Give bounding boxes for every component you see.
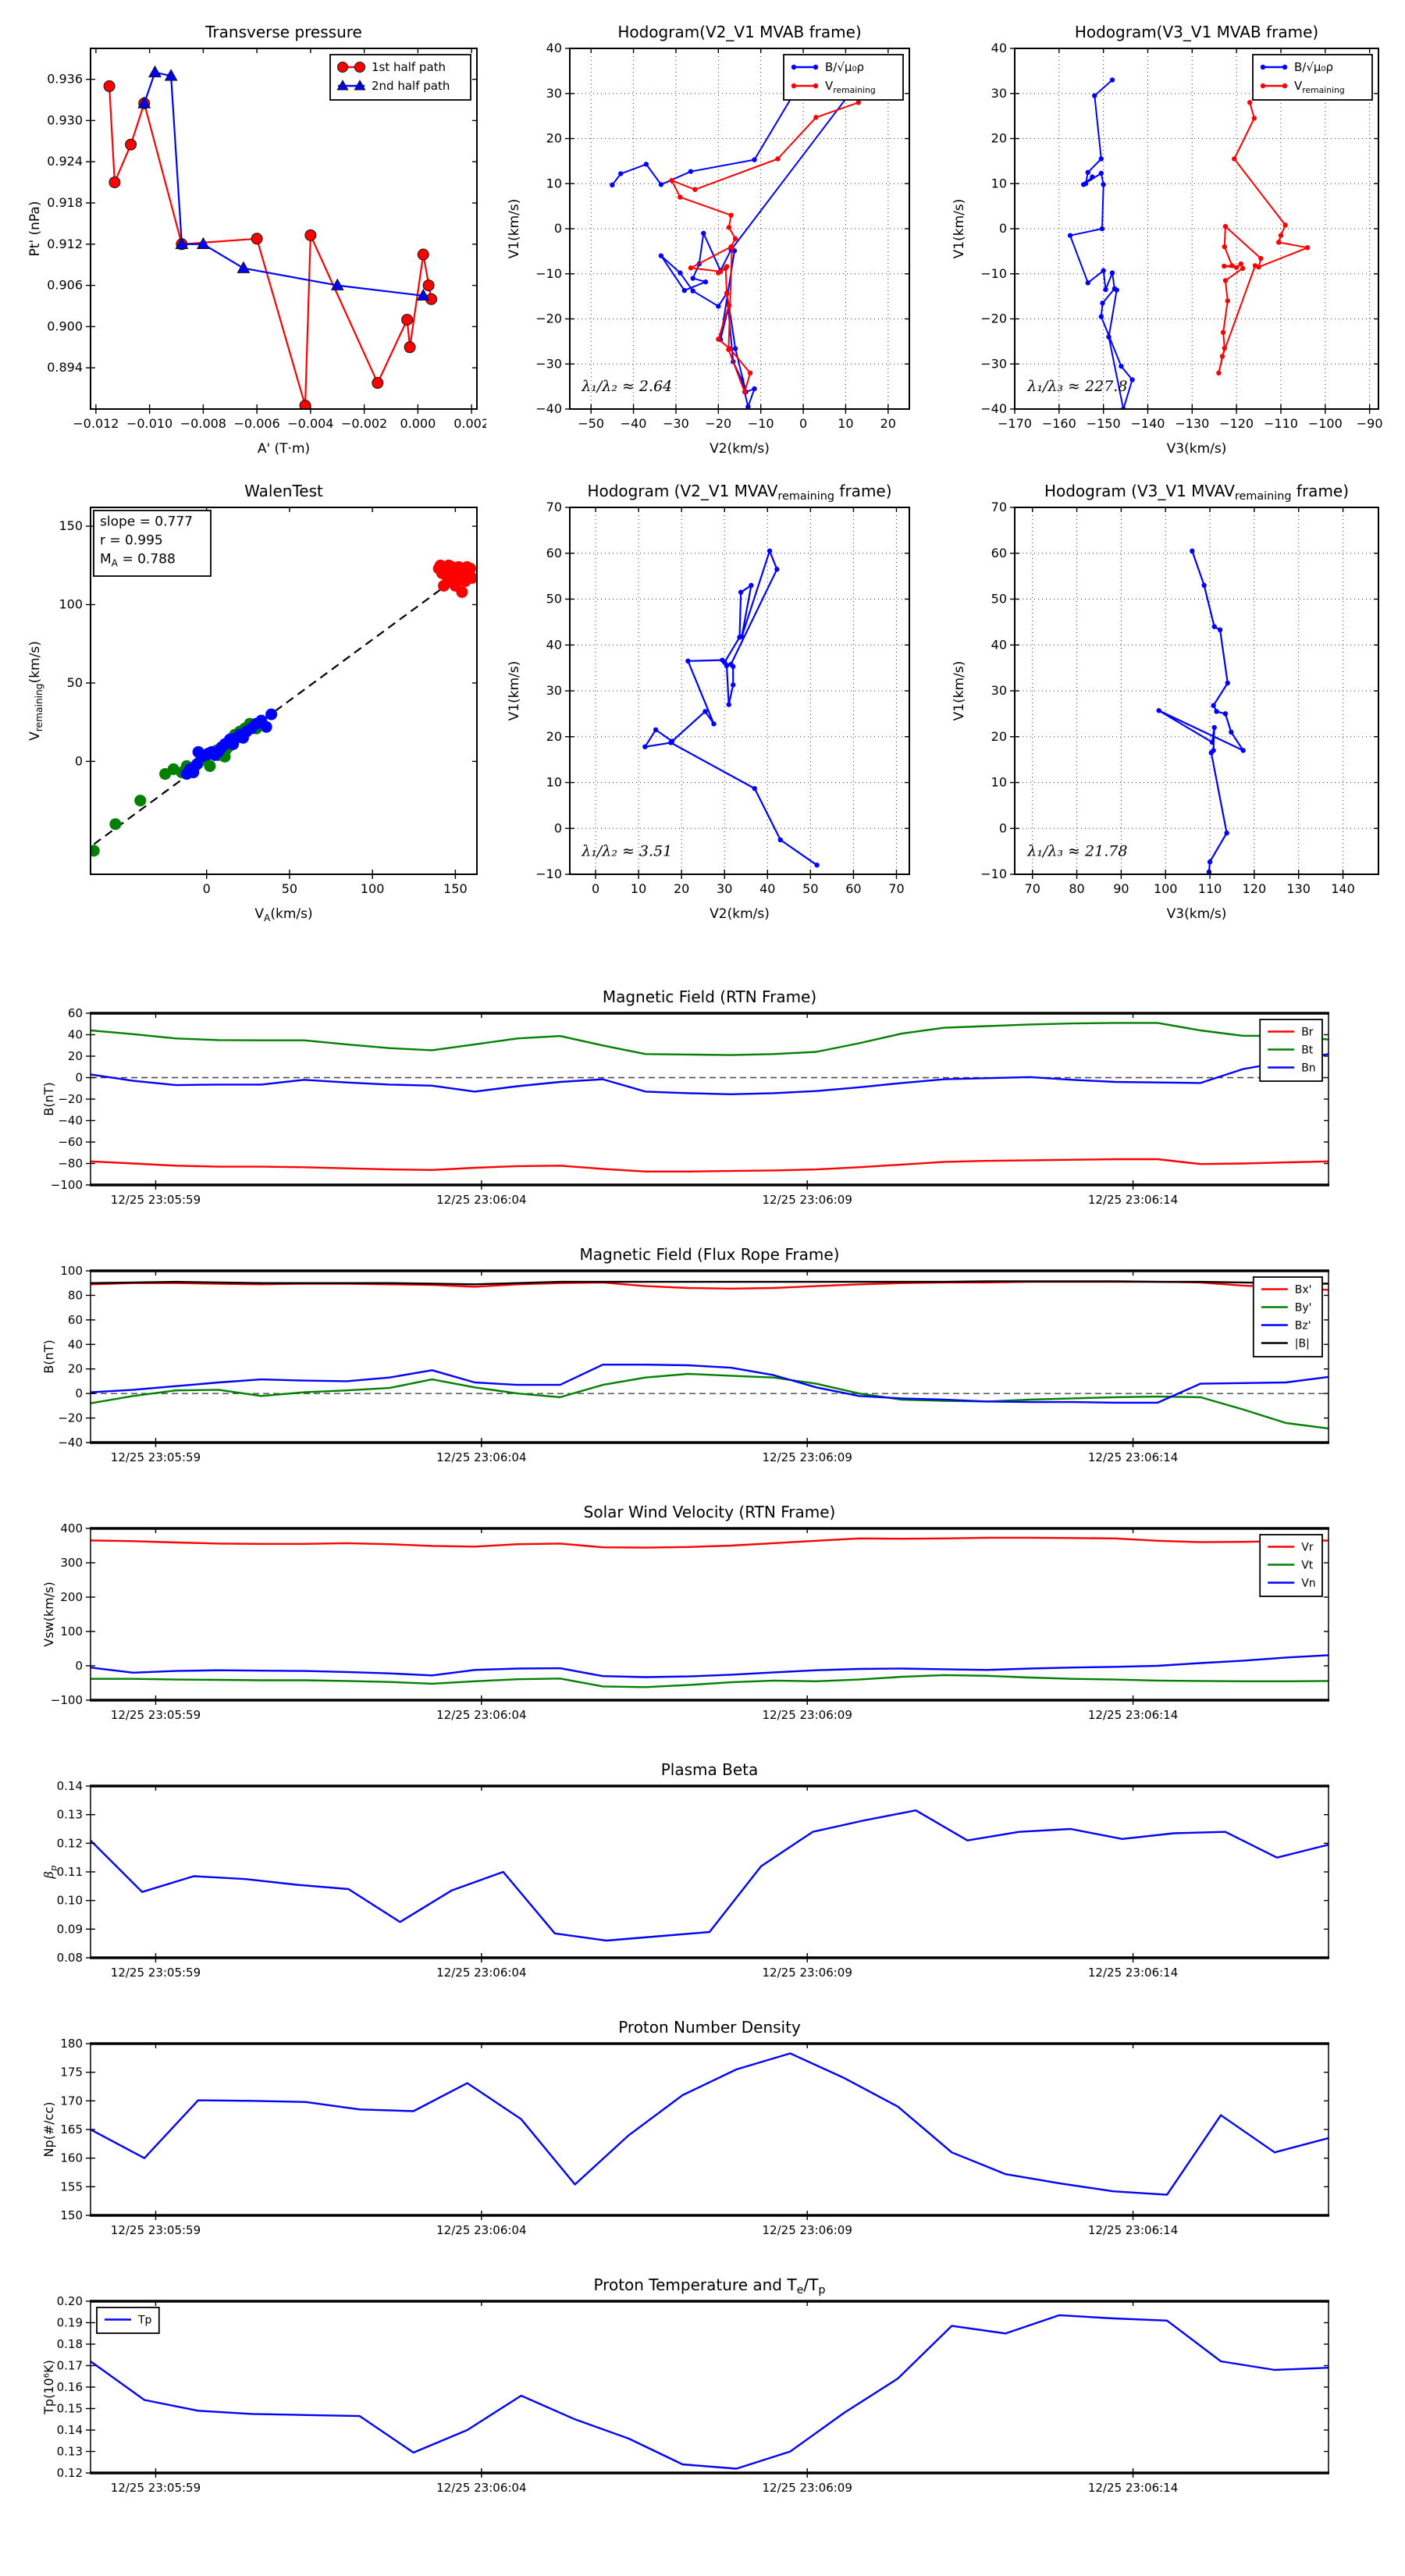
- y-tick-label: 0.08: [56, 1951, 83, 1965]
- y-tick-label: −60: [58, 1135, 83, 1149]
- y-tick-label: 0.14: [56, 2423, 83, 2437]
- x-tick-label: −130: [1175, 416, 1210, 431]
- proton-temperature-ylabel: Tp(10⁶K): [41, 2360, 56, 2414]
- x-tick-label: 12/25 23:06:14: [1087, 1966, 1179, 1980]
- y-tick-label: 0.20: [56, 2294, 83, 2308]
- x-tick-label: 10: [838, 416, 854, 431]
- plasma-beta-series: [91, 1810, 1329, 1941]
- legend-label: |B|: [1294, 1337, 1310, 1350]
- x-tick-label: 40: [759, 881, 776, 896]
- x-tick-label: 12/25 23:06:14: [1087, 2481, 1179, 2495]
- stats-line: r = 0.995: [100, 532, 163, 549]
- y-tick-label: 70: [991, 500, 1007, 514]
- y-tick-label: 155: [60, 2179, 83, 2194]
- solar-wind-velocity-svg: [39, 1500, 1375, 1741]
- proton-number-density-svg: [39, 2016, 1375, 2256]
- x-tick-label: −0.008: [180, 416, 226, 431]
- y-tick-label: 0.13: [56, 2444, 83, 2459]
- y-tick-label: 60: [67, 1006, 83, 1020]
- x-tick-label: −0.012: [73, 416, 119, 431]
- y-tick-label: −10: [980, 866, 1007, 881]
- hodogram-v2v1-mvab-title: Hodogram(V2_V1 MVAB frame): [617, 23, 862, 41]
- walen-test-ylabel: $V_{remaining}(km/s)$: [27, 641, 44, 741]
- magnetic-field-rtn-svg: [39, 985, 1375, 1226]
- legend-label: Bz': [1294, 1319, 1311, 1332]
- y-tick-label: 20: [67, 1361, 83, 1376]
- y-tick-label: 100: [60, 1624, 83, 1638]
- series-Tp: [91, 2315, 1329, 2469]
- y-tick-label: 0.13: [56, 1807, 83, 1822]
- x-tick-label: 0.000: [400, 416, 436, 431]
- magnetic-field-rtn-title: Magnetic Field (RTN Frame): [602, 987, 817, 1006]
- y-tick-label: −20: [58, 1092, 83, 1106]
- x-tick-label: 150: [443, 881, 468, 896]
- legend-label: Bn: [1301, 1062, 1316, 1075]
- legend-label: Bt: [1301, 1044, 1314, 1057]
- series-Vr: [91, 1538, 1329, 1548]
- hodogram-v3v1-mvab-title: Hodogram(V3_V1 MVAB frame): [1074, 23, 1319, 41]
- y-tick-label: −30: [980, 356, 1007, 372]
- x-tick-label: 0.002: [454, 416, 486, 431]
- transverse-pressure-legend: [330, 55, 471, 100]
- hodogram-v3v1-mvav-lambda-annotation: λ₁/λ₃ ≈ 21.78: [1027, 842, 1128, 860]
- plot-walen-test: [22, 468, 486, 927]
- markers-V remaining: [669, 100, 861, 394]
- y-tick-label: −40: [58, 1436, 83, 1450]
- hodogram-v3v1-mvab-legend: [1253, 55, 1372, 100]
- hodogram-v3v1-mvav-series: [1156, 549, 1245, 875]
- hodogram-v2v1-mvav-lambda-annotation: λ₁/λ₂ ≈ 3.51: [582, 842, 673, 860]
- y-tick-label: 300: [60, 1556, 83, 1570]
- x-tick-label: 12/25 23:06:09: [762, 1193, 852, 1207]
- legend-label: Vt: [1301, 1559, 1314, 1572]
- fit-line: [94, 565, 474, 844]
- legend-label: Tp: [138, 2314, 152, 2327]
- x-tick-label: −0.010: [126, 416, 173, 431]
- hodogram-v3v1-mvab-series: [1068, 77, 1310, 411]
- y-tick-label: 400: [60, 1521, 83, 1535]
- x-tick-label: 30: [717, 881, 733, 896]
- y-tick-label: 10: [546, 176, 562, 191]
- x-tick-label: 120: [1242, 881, 1267, 896]
- hodogram-v2v1-mvav-title: Hodogram (V2_V1 $MVAV_{remaining}$ frame): [587, 482, 892, 503]
- transverse-pressure-title: Transverse pressure: [205, 23, 362, 41]
- proton-temperature-series: [91, 2315, 1329, 2469]
- y-tick-label: 50: [546, 591, 562, 607]
- markers-2nd half path: [138, 66, 429, 301]
- y-tick-label: 0.17: [56, 2358, 83, 2373]
- transverse-pressure-ylabel: Pt' (nPa): [27, 201, 43, 257]
- hodogram-v2v1-mvav-xlabel: V2(km/s): [710, 906, 770, 922]
- x-tick-label: −0.002: [341, 416, 388, 431]
- x-tick-label: 70: [1024, 881, 1040, 896]
- y-tick-label: 30: [546, 85, 562, 101]
- proton-number-density-ylabel: Np(#/cc): [41, 2101, 56, 2158]
- plasma-beta-title: Plasma Beta: [660, 1760, 759, 1779]
- x-tick-label: −150: [1086, 416, 1121, 431]
- y-tick-label: 40: [67, 1337, 83, 1352]
- y-tick-label: −100: [50, 1178, 83, 1192]
- x-tick-label: 12/25 23:06:14: [1087, 1193, 1179, 1207]
- solar-wind-velocity-legend: [1260, 1535, 1322, 1596]
- y-tick-label: −40: [58, 1113, 83, 1128]
- solar-wind-velocity-title: Solar Wind Velocity (RTN Frame): [583, 1503, 836, 1521]
- hodogram-v3v1-mvav-xlabel: V3(km/s): [1166, 906, 1227, 922]
- y-tick-label: 50: [66, 674, 83, 690]
- stats-line: $M_A = 0.788$: [100, 551, 176, 569]
- x-tick-label: −10: [747, 416, 774, 431]
- x-tick-label: −110: [1263, 416, 1298, 431]
- y-tick-label: 150: [60, 2208, 83, 2222]
- series-2nd half path: [144, 73, 424, 296]
- x-tick-label: 0: [202, 881, 211, 896]
- x-tick-label: 140: [1331, 881, 1355, 896]
- hodogram-v2v1-mvab-svg: [501, 9, 919, 462]
- y-tick-label: 40: [67, 1027, 83, 1042]
- legend-label: Br: [1301, 1026, 1314, 1039]
- y-tick-label: 20: [67, 1049, 83, 1063]
- legend-label: B/√μ₀ρ: [1294, 60, 1333, 74]
- hodogram-v2v1-mvab-legend: [784, 55, 903, 100]
- x-tick-label: 12/25 23:06:04: [436, 2223, 527, 2237]
- magnetic-field-rtn-legend: [1260, 1019, 1322, 1081]
- x-tick-label: 12/25 23:05:59: [110, 1708, 201, 1722]
- hodogram-v2v1-mvab-lambda-annotation: λ₁/λ₂ ≈ 2.64: [582, 377, 673, 395]
- markers-scatter-blue: [181, 709, 277, 780]
- x-tick-label: 12/25 23:06:14: [1087, 1708, 1179, 1722]
- y-tick-label: 0.930: [47, 112, 83, 128]
- markers-B/sqrt(mu0 rho): [1068, 77, 1135, 411]
- x-tick-label: 90: [1113, 881, 1129, 896]
- y-tick-label: 0: [998, 221, 1007, 236]
- y-tick-label: 160: [60, 2151, 83, 2165]
- solar-wind-velocity-series: [91, 1538, 1329, 1687]
- x-tick-label: −50: [578, 416, 605, 431]
- y-tick-label: 0.12: [56, 2466, 83, 2480]
- legend-label: By': [1294, 1301, 1312, 1315]
- y-tick-label: 0: [75, 1386, 83, 1401]
- hodogram-v2v1-mvav-ylabel: V1(km/s): [507, 660, 522, 721]
- plot-transverse-pressure: [22, 9, 486, 462]
- x-tick-label: 20: [673, 881, 690, 896]
- y-tick-label: 170: [60, 2094, 83, 2108]
- proton-temperature-svg: [39, 2273, 1375, 2531]
- x-tick-label: 80: [1069, 881, 1085, 896]
- y-tick-label: 0.924: [47, 154, 83, 169]
- series-V remaining: [672, 102, 859, 392]
- y-tick-label: 150: [59, 518, 83, 534]
- x-tick-label: 12/25 23:06:09: [762, 2223, 852, 2237]
- walen-test-xlabel: $V_A(km/s)$: [254, 906, 313, 923]
- y-tick-label: 200: [60, 1590, 83, 1604]
- x-tick-label: 12/25 23:05:59: [110, 2481, 201, 2495]
- y-tick-label: 0.12: [56, 1836, 83, 1851]
- y-tick-label: 60: [546, 545, 562, 560]
- x-tick-label: 20: [880, 416, 896, 431]
- transverse-pressure-xlabel: A' (T·m): [257, 441, 311, 457]
- y-tick-label: 30: [546, 683, 562, 698]
- x-tick-label: −140: [1130, 416, 1165, 431]
- y-tick-label: 180: [60, 2037, 83, 2051]
- hodogram-v3v1-mvab-svg: [946, 9, 1388, 462]
- y-tick-label: 0: [553, 820, 562, 836]
- y-tick-label: −10: [980, 265, 1007, 281]
- y-tick-label: 20: [546, 130, 562, 146]
- series-B/sqrt(mu0 rho): [612, 82, 858, 407]
- markers-V remaining: [642, 549, 820, 868]
- x-tick-label: 12/25 23:05:59: [110, 1966, 201, 1980]
- legend-label: B/√μ₀ρ: [825, 60, 864, 74]
- legend-label: 1st half path: [372, 60, 446, 74]
- plot-plasma-beta: [39, 1758, 1375, 1998]
- series-1st half path: [109, 86, 431, 405]
- transverse-pressure-series: [104, 66, 437, 411]
- legend-label: $V_{remaining}$: [1294, 79, 1345, 95]
- hodogram-v3v1-mvab-ylabel: V1(km/s): [951, 198, 967, 259]
- plot-hodogram-v2v1-mvab: [501, 9, 919, 462]
- y-tick-label: 10: [546, 774, 562, 790]
- x-tick-label: −0.004: [287, 416, 334, 431]
- walen-test-series: [88, 560, 478, 857]
- y-tick-label: 70: [546, 500, 562, 514]
- series-V remaining: [645, 551, 816, 866]
- y-tick-label: 0.14: [56, 1779, 83, 1793]
- x-tick-label: 12/25 23:05:59: [110, 1193, 201, 1207]
- transverse-pressure-svg: [22, 9, 486, 462]
- hodogram-v3v1-mvab-xlabel: V3(km/s): [1166, 441, 1227, 457]
- y-tick-label: 0.900: [47, 318, 83, 334]
- hodogram-v3v1-mvab-lambda-annotation: λ₁/λ₃ ≈ 227.8: [1027, 377, 1128, 395]
- x-tick-label: −160: [1041, 416, 1076, 431]
- y-tick-label: 30: [991, 85, 1007, 101]
- x-tick-label: 100: [1153, 881, 1178, 896]
- y-tick-label: 0.15: [56, 2401, 83, 2416]
- hodogram-v3v1-mvav-title: Hodogram (V3_V1 $MVAV_{remaining}$ frame): [1044, 482, 1350, 503]
- x-tick-label: 12/25 23:06:09: [762, 1966, 852, 1980]
- legend-label: $V_{remaining}$: [825, 79, 876, 95]
- legend-label: 2nd half path: [372, 79, 450, 93]
- y-tick-label: −40: [535, 401, 562, 416]
- markers-scatter-red: [433, 560, 478, 598]
- x-tick-label: 100: [360, 881, 385, 896]
- x-tick-label: −100: [1307, 416, 1343, 431]
- x-tick-label: 12/25 23:05:59: [110, 2223, 201, 2237]
- x-tick-label: −40: [620, 416, 647, 431]
- y-tick-label: 10: [991, 176, 1007, 191]
- walen-test-svg: [22, 468, 486, 927]
- y-tick-label: −20: [980, 311, 1007, 326]
- proton-number-density-series: [91, 2054, 1329, 2195]
- y-tick-label: −40: [980, 401, 1007, 416]
- markers-V remaining: [1156, 549, 1245, 875]
- walen-test-title: WalenTest: [244, 482, 323, 500]
- x-tick-label: 12/25 23:06:04: [436, 1966, 527, 1980]
- y-tick-label: 0.11: [56, 1865, 83, 1879]
- x-tick-label: 130: [1286, 881, 1311, 896]
- y-tick-label: 0: [75, 1659, 83, 1673]
- x-tick-label: 12/25 23:06:04: [436, 1708, 527, 1722]
- y-tick-label: 0.906: [47, 277, 83, 293]
- y-tick-label: 100: [60, 1264, 83, 1278]
- y-tick-label: 0.09: [56, 1922, 83, 1937]
- x-tick-label: 12/25 23:06:09: [762, 2481, 852, 2495]
- y-tick-label: 10: [991, 774, 1007, 790]
- x-tick-label: −20: [705, 416, 732, 431]
- magnetic-field-flux-rope-ylabel: B(nT): [41, 1340, 56, 1374]
- series-|B|: [91, 1281, 1329, 1284]
- y-tick-label: 0.912: [47, 236, 83, 251]
- x-tick-label: 110: [1197, 881, 1222, 896]
- y-tick-label: −30: [535, 356, 562, 372]
- x-tick-label: 50: [802, 881, 819, 896]
- y-tick-label: 60: [67, 1312, 83, 1327]
- x-tick-label: 50: [281, 881, 298, 896]
- magnetic-field-flux-rope-title: Magnetic Field (Flux Rope Frame): [579, 1245, 840, 1264]
- x-tick-label: 12/25 23:06:09: [762, 1450, 852, 1464]
- proton-temperature-legend: [97, 2307, 159, 2333]
- y-tick-label: 0: [998, 820, 1007, 836]
- plot-magnetic-field-rtn: [39, 985, 1375, 1226]
- y-tick-label: −10: [535, 265, 562, 281]
- proton-temperature-title: Proton Temperature and $T_e/T_p$: [593, 2275, 826, 2297]
- series-Vt: [91, 1675, 1329, 1687]
- stats-line: slope = 0.777: [100, 514, 193, 530]
- x-tick-label: 12/25 23:06:14: [1087, 1450, 1179, 1464]
- y-tick-label: −20: [58, 1411, 83, 1425]
- plot-proton-temperature: [39, 2273, 1375, 2531]
- series-Bt: [91, 1023, 1329, 1055]
- x-tick-label: 12/25 23:06:04: [436, 2481, 527, 2495]
- hodogram-v3v1-mvav-ylabel: V1(km/s): [951, 660, 967, 721]
- plot-magnetic-field-flux-rope: [39, 1243, 1375, 1483]
- x-tick-label: 12/25 23:06:14: [1087, 2223, 1179, 2237]
- series-By': [91, 1374, 1329, 1429]
- y-tick-label: 50: [991, 591, 1007, 607]
- x-tick-label: 60: [845, 881, 862, 896]
- magnetic-field-rtn-ylabel: B(nT): [41, 1082, 56, 1116]
- y-tick-label: −10: [535, 866, 562, 881]
- legend-label: Vn: [1301, 1577, 1316, 1590]
- solar-wind-velocity-ylabel: Vsw(km/s): [41, 1582, 56, 1647]
- series-Br: [91, 1159, 1329, 1172]
- hodogram-v2v1-mvav-series: [642, 549, 820, 868]
- x-tick-label: 12/25 23:06:04: [436, 1450, 527, 1464]
- x-tick-label: −170: [998, 416, 1032, 431]
- y-tick-label: 40: [991, 637, 1007, 653]
- y-tick-label: −20: [535, 311, 562, 326]
- x-tick-label: 10: [630, 881, 647, 896]
- y-tick-label: −100: [50, 1693, 83, 1707]
- hodogram-v2v1-mvav-svg: [501, 468, 919, 927]
- magnetic-field-rtn-series: [91, 1023, 1329, 1171]
- plot-hodogram-v3v1-mvab: [946, 9, 1388, 462]
- y-tick-label: 0.19: [56, 2315, 83, 2330]
- y-tick-label: −80: [58, 1156, 83, 1171]
- y-tick-label: 40: [991, 41, 1007, 55]
- x-tick-label: −120: [1219, 416, 1254, 431]
- x-tick-label: 0: [591, 881, 600, 896]
- y-tick-label: 60: [991, 545, 1007, 560]
- series-beta_p: [91, 1810, 1329, 1941]
- y-tick-label: 0.16: [56, 2380, 83, 2394]
- magnetic-field-flux-rope-svg: [39, 1243, 1375, 1483]
- x-tick-label: 70: [888, 881, 905, 896]
- y-tick-label: 0.894: [47, 360, 83, 375]
- magnetic-field-flux-rope-legend: [1254, 1277, 1322, 1357]
- y-tick-label: 0.936: [47, 71, 83, 87]
- plot-hodogram-v3v1-mvav: [946, 468, 1388, 927]
- y-tick-label: 0: [553, 221, 562, 236]
- legend-label: Bx': [1294, 1283, 1312, 1297]
- hodogram-v3v1-mvav-svg: [946, 468, 1388, 927]
- plot-proton-number-density: [39, 2016, 1375, 2256]
- y-tick-label: 30: [991, 683, 1007, 698]
- x-tick-label: 12/25 23:06:04: [436, 1193, 527, 1207]
- series-Bn: [91, 1054, 1329, 1094]
- y-tick-label: 20: [991, 728, 1007, 744]
- hodogram-v2v1-mvab-ylabel: V1(km/s): [507, 198, 522, 259]
- series-B/sqrt(mu0 rho): [1070, 80, 1133, 409]
- series-Vn: [91, 1655, 1329, 1677]
- y-tick-label: 20: [546, 728, 562, 744]
- x-tick-label: 12/25 23:05:59: [110, 1450, 201, 1464]
- x-tick-label: −0.006: [233, 416, 280, 431]
- plasma-beta-svg: [39, 1758, 1375, 1998]
- y-tick-label: 0: [74, 753, 83, 769]
- hodogram-v2v1-mvab-series: [610, 80, 861, 409]
- y-tick-label: 100: [59, 596, 83, 612]
- proton-number-density-title: Proton Number Density: [618, 2018, 801, 2037]
- y-tick-label: 40: [546, 41, 562, 55]
- y-tick-label: 80: [67, 1288, 83, 1303]
- plasma-beta-ylabel: $\beta_p$: [41, 1865, 59, 1879]
- y-tick-label: 165: [60, 2122, 83, 2137]
- plot-hodogram-v2v1-mvav: [501, 468, 919, 927]
- hodogram-v2v1-mvab-xlabel: V2(km/s): [710, 441, 770, 457]
- y-tick-label: 20: [991, 130, 1007, 146]
- y-tick-label: 175: [60, 2065, 83, 2080]
- x-tick-label: −90: [1356, 416, 1383, 431]
- x-tick-label: 0: [799, 416, 808, 431]
- legend-label: Vr: [1301, 1541, 1314, 1554]
- y-tick-label: 0: [75, 1070, 83, 1085]
- plot-solar-wind-velocity: [39, 1500, 1375, 1741]
- y-tick-label: 40: [546, 637, 562, 653]
- magnetic-field-flux-rope-series: [91, 1281, 1329, 1429]
- x-tick-label: 12/25 23:06:09: [762, 1708, 852, 1722]
- series-Np: [91, 2054, 1329, 2195]
- y-tick-label: 0.10: [56, 1893, 83, 1908]
- x-tick-label: −30: [663, 416, 689, 431]
- y-tick-label: 0.18: [56, 2337, 83, 2351]
- series-V remaining: [1218, 102, 1307, 373]
- y-tick-label: 0.918: [47, 195, 83, 210]
